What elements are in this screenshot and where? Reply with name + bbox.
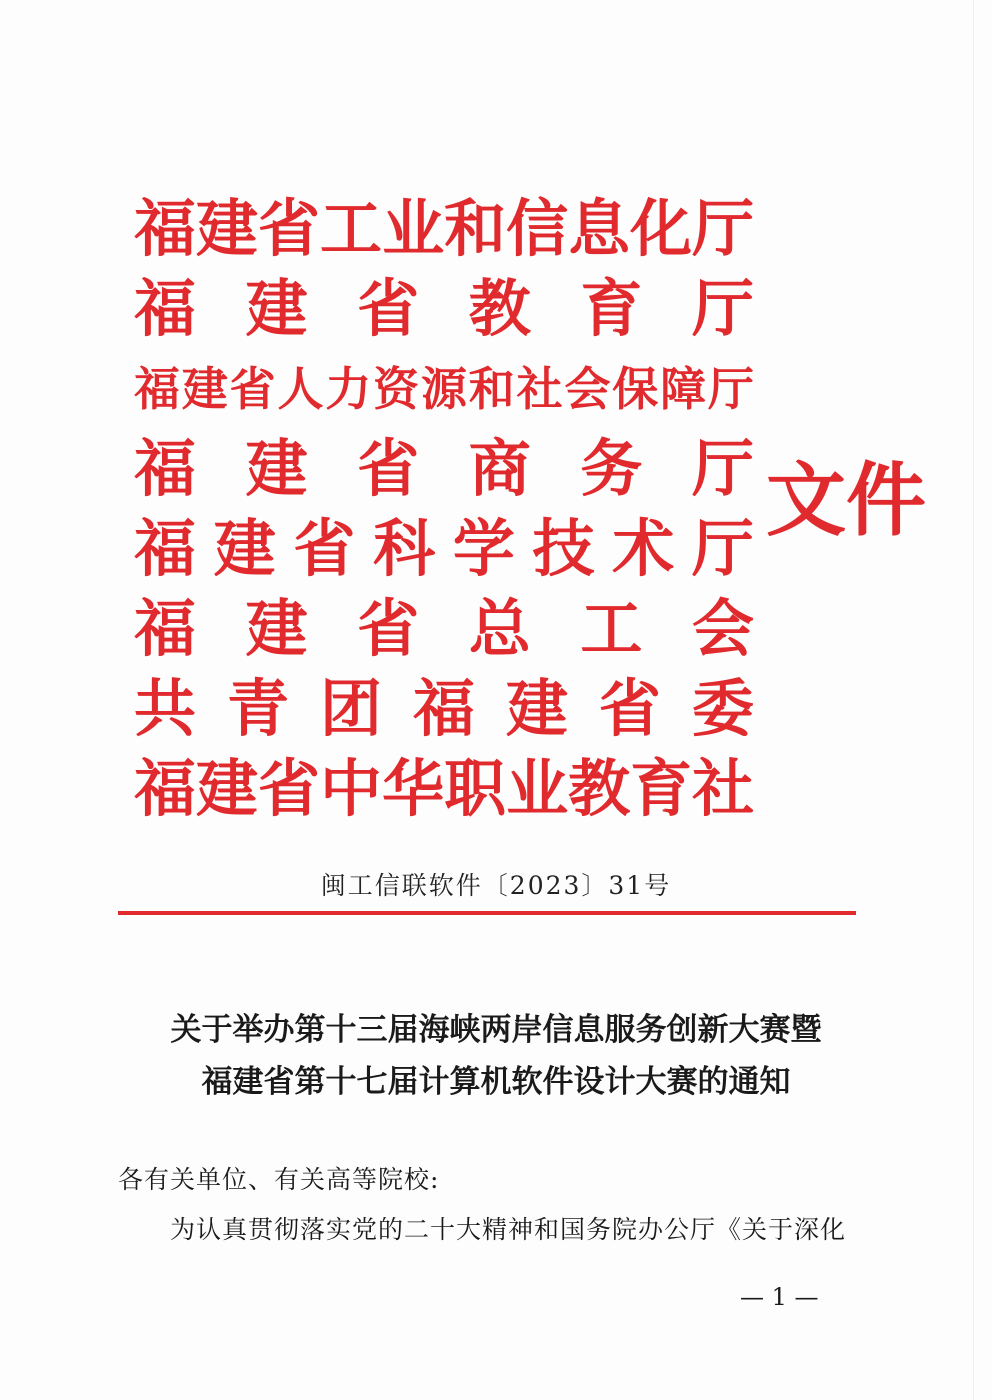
issuer-char: 省 (229, 362, 276, 416)
issuer-char: 建 (245, 432, 308, 505)
issuer-char: 团 (319, 672, 382, 745)
issuer-char: 人 (277, 362, 324, 416)
document-word: 文件 (766, 453, 926, 547)
issuer-char: 职 (444, 752, 507, 825)
issuer-char: 建 (505, 672, 568, 745)
issuer-char: 保 (612, 362, 659, 416)
body-paragraph: 为认真贯彻落实党的二十大精神和国务院办公厅《关于深化 (170, 1215, 847, 1244)
issuer-line (134, 750, 754, 830)
page-number: — 1 — (740, 1283, 819, 1311)
issuer-char: 省 (598, 672, 661, 745)
issuer-char: 务 (580, 432, 643, 505)
issuer-char: 和 (468, 362, 515, 416)
issuer-char: 厅 (691, 432, 754, 505)
issuer-char: 工 (320, 192, 383, 265)
issuer-char: 息 (568, 192, 631, 265)
issuer-char: 力 (325, 362, 372, 416)
issuer-char: 厅 (707, 362, 754, 416)
issuer-char: 建 (245, 272, 308, 345)
issuer-char: 福 (134, 432, 197, 505)
issuer-char: 委 (691, 672, 754, 745)
issuer-char: 化 (630, 192, 693, 265)
issuer-char: 福 (134, 752, 197, 825)
issuer-line (134, 430, 754, 510)
document-title (0, 1004, 992, 1108)
issuer-char: 省 (258, 192, 321, 265)
issuer-char: 福 (134, 592, 197, 665)
issuer-char: 厅 (691, 272, 754, 345)
issuer-char: 科 (373, 512, 436, 585)
issuer-char: 社 (516, 362, 563, 416)
issuer-char: 建 (196, 192, 259, 265)
issuer-char: 省 (357, 432, 420, 505)
issuer-line (134, 670, 754, 750)
salutation: 各有关单位、有关高等院校: (118, 1165, 440, 1194)
issuer-char: 福 (134, 512, 197, 585)
issuer-char: 省 (357, 272, 420, 345)
issuing-authorities (134, 190, 754, 830)
issuer-line (134, 510, 754, 590)
issuer-char: 术 (612, 512, 675, 585)
issuer-char: 福 (134, 362, 180, 416)
issuer-char: 福 (134, 192, 197, 265)
issuer-char: 障 (660, 362, 707, 416)
title-line-1: 关于举办第十三届海峡两岸信息服务创新大赛暨 (170, 1012, 822, 1048)
issuer-char: 工 (580, 592, 643, 665)
issuer-char: 省 (258, 752, 321, 825)
issuer-char: 建 (245, 592, 308, 665)
title-line-2: 福建省第十七届计算机软件设计大赛的通知 (201, 1064, 791, 1100)
issuer-char: 资 (373, 362, 420, 416)
issuer-char: 商 (468, 432, 531, 505)
issuer-char: 厅 (691, 512, 754, 585)
issuer-char: 省 (293, 512, 356, 585)
issuer-char: 会 (564, 362, 611, 416)
issuer-char: 福 (412, 672, 475, 745)
issuer-char: 和 (444, 192, 507, 265)
issuer-char: 会 (691, 592, 754, 665)
issuer-char: 省 (357, 592, 420, 665)
issuer-char: 福 (134, 272, 197, 345)
issuer-char: 共 (134, 672, 197, 745)
issuer-char: 源 (420, 362, 467, 416)
issuer-char: 华 (382, 752, 445, 825)
issuer-line (134, 270, 754, 350)
issuer-char: 中 (320, 752, 383, 825)
issuer-char: 总 (468, 592, 531, 665)
issuer-char: 学 (452, 512, 515, 585)
issuer-line (134, 190, 754, 270)
issuer-char: 育 (580, 272, 643, 345)
issuer-char: 业 (506, 752, 569, 825)
issuer-char: 业 (382, 192, 445, 265)
red-divider-line (118, 911, 856, 915)
issuer-line (134, 350, 754, 430)
issuer-char: 育 (630, 752, 693, 825)
issuer-char: 教 (568, 752, 631, 825)
issuer-char: 社 (692, 752, 755, 825)
scan-edge (973, 0, 974, 1400)
issuer-char: 青 (226, 672, 289, 745)
issuer-char: 建 (213, 512, 276, 585)
document-number: 闽工信联软件〔2023〕31号 (320, 871, 672, 900)
issuer-line (134, 590, 754, 670)
issuer-char: 建 (196, 752, 259, 825)
issuer-char: 技 (532, 512, 595, 585)
issuer-char: 厅 (692, 192, 755, 265)
issuer-char: 建 (181, 362, 228, 416)
issuer-char: 信 (506, 192, 569, 265)
issuer-char: 教 (468, 272, 531, 345)
